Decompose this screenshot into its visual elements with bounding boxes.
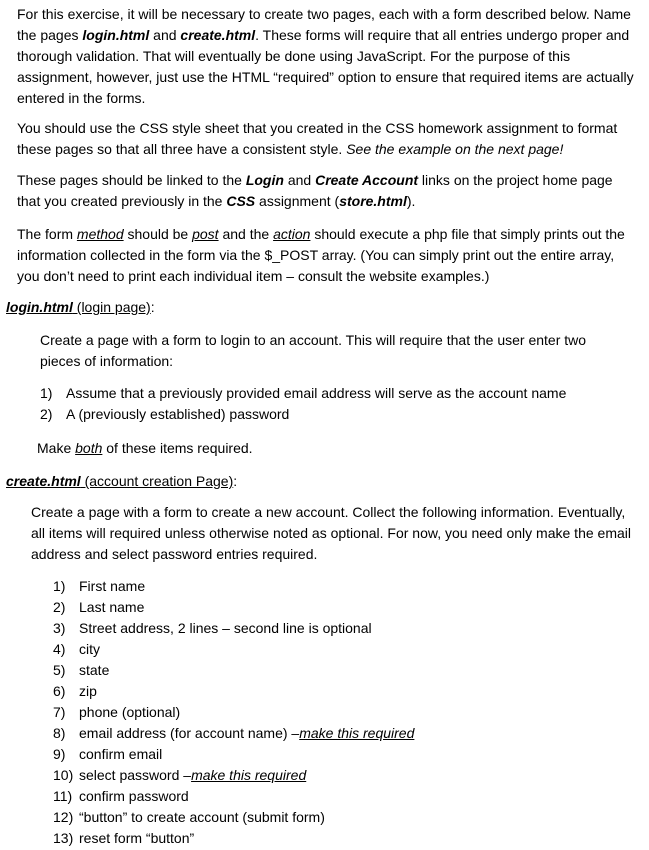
heading-text: (account creation Page) <box>80 473 234 489</box>
login-section-heading <box>6 297 155 318</box>
action-term: action <box>273 226 311 242</box>
text-run: and <box>283 172 316 188</box>
text-run: links on the project home page that you created previously in the <box>17 172 613 209</box>
intro-paragraph-2 <box>17 118 637 160</box>
item-text: “button” to create account (submit form) <box>79 809 325 825</box>
method-term: method <box>76 226 124 242</box>
heading-text: (login page) <box>72 299 151 315</box>
list-item <box>53 660 613 681</box>
login-note <box>37 438 253 459</box>
item-number: 13) <box>53 830 74 846</box>
text-run: and the <box>218 226 274 242</box>
heading-colon: : <box>150 299 155 315</box>
list-item <box>53 744 613 765</box>
item-number: 7) <box>53 704 66 720</box>
list-item <box>53 723 613 744</box>
text-run: These pages should be linked to the <box>17 172 246 188</box>
item-number: 1) <box>53 578 66 594</box>
required-note: make this required <box>299 725 415 741</box>
item-number: 5) <box>53 662 66 678</box>
item-text: First name <box>79 578 146 594</box>
item-text: state <box>79 662 110 678</box>
text-run: ). <box>406 193 416 209</box>
intro-paragraph-3 <box>17 170 637 212</box>
item-text: confirm password <box>79 788 189 804</box>
item-text: email address (for account name) – <box>79 725 300 741</box>
intro-paragraph-4 <box>17 224 637 287</box>
text-run: For this exercise, it will be necessary to create two pages, each with a form described below. Name the pages <box>17 6 631 43</box>
item-number: 1) <box>40 385 53 401</box>
item-number: 10) <box>53 767 74 783</box>
text-run: should execute a php file that simply prints out the information collected in the form via the $_POST array. (You can simply print out the entire array, you don’t need to print each individual item – consult the website examples.) <box>17 226 625 284</box>
item-text: zip <box>79 683 97 699</box>
item-text: reset form “button” <box>79 830 195 846</box>
heading-colon: : <box>233 473 238 489</box>
intro-paragraph-1 <box>17 4 637 109</box>
item-number: 3) <box>53 620 66 636</box>
item-number: 8) <box>53 725 66 741</box>
list-item <box>53 702 613 723</box>
list-item <box>53 786 613 807</box>
list-item <box>53 828 613 849</box>
item-text: A (previously established) password <box>66 406 290 422</box>
list-item <box>53 765 613 786</box>
list-item <box>40 404 630 425</box>
item-text: phone (optional) <box>79 704 181 720</box>
item-text: confirm email <box>79 746 163 762</box>
create-section-heading <box>6 471 237 492</box>
text-run: . These forms will require that all entries undergo proper and thorough validation. That will eventually be done using JavaScript. For the purpose of this assignment, however, just use the HTML “required” option to ensure that required items are actually entered in the forms. <box>17 27 634 106</box>
text-run: and <box>149 27 181 43</box>
text-run: of these items required. <box>102 440 253 456</box>
item-text: Street address, 2 lines – second line is optional <box>79 620 372 636</box>
item-number: 6) <box>53 683 66 699</box>
create-account-link-name: Create Account <box>315 172 419 188</box>
login-filename: login.html <box>82 27 150 43</box>
login-link-name: Login <box>245 172 284 188</box>
list-item <box>40 383 630 404</box>
text-run: Make <box>37 440 76 456</box>
list-item <box>53 618 613 639</box>
item-number: 11) <box>53 788 73 804</box>
post-term: post <box>192 226 219 242</box>
text-run: The form <box>17 226 77 242</box>
store-filename: store.html <box>339 193 407 209</box>
italic-note: See the example on the next page! <box>346 141 564 157</box>
list-item <box>53 681 613 702</box>
both-term: both <box>75 440 103 456</box>
create-description: Create a page with a form to create a new account. Collect the following information. Eventually, all items will required unless otherwise noted as optional. For now, you need only make the email address and select password entries required. <box>31 504 631 562</box>
heading-filename: create.html <box>6 473 81 489</box>
css-assignment-name: CSS <box>226 193 256 209</box>
list-item <box>53 597 613 618</box>
list-item <box>53 639 613 660</box>
login-description: Create a page with a form to login to an account. This will require that the user enter two pieces of information: <box>40 332 587 369</box>
text-run: should be <box>123 226 193 242</box>
create-filename: create.html <box>180 27 256 43</box>
item-number: 2) <box>53 599 66 615</box>
item-number: 9) <box>53 746 66 762</box>
text-run: assignment ( <box>255 193 340 209</box>
item-text: select password – <box>79 767 192 783</box>
item-number: 4) <box>53 641 66 657</box>
text-run: You should use the CSS style sheet that you created in the CSS homework assignment to format these pages so that all three have a consistent style. <box>17 120 618 157</box>
item-text: Assume that a previously provided email address will serve as the account name <box>66 385 567 401</box>
required-note: make this required <box>191 767 307 783</box>
create-fields-list <box>53 576 613 849</box>
item-text: Last name <box>79 599 145 615</box>
item-text: city <box>79 641 100 657</box>
list-item <box>53 807 613 828</box>
heading-filename: login.html <box>6 299 73 315</box>
login-requirements-list <box>40 383 630 425</box>
item-number: 2) <box>40 406 53 422</box>
list-item <box>53 576 613 597</box>
item-number: 12) <box>53 809 74 825</box>
